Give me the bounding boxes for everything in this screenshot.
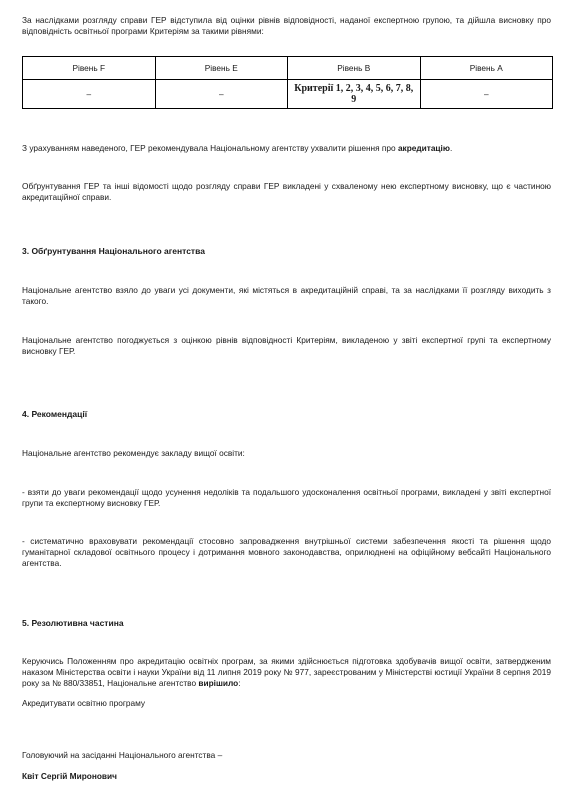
header-level-e: Рівень E (155, 57, 288, 80)
section-5-decided: вирішило (198, 678, 239, 688)
cell-level-b-criteria: Критерії 1, 2, 3, 4, 5, 6, 7, 8, 9 (288, 80, 421, 109)
recommendation-decision: акредитацію (397, 143, 450, 153)
intro-paragraph: За наслідками розгляду справи ГЕР відступила від оцінки рівнів відповідності, наданої експертною групою, та дійшла висновку про відповідність освітньої програми Критеріям за такими рівнями: (22, 15, 551, 36)
signature-role: Головуючий на засіданні Національного агентства – (22, 750, 223, 760)
header-level-a: Рівень A (420, 57, 553, 80)
recommendation-item-2: - систематично враховувати рекомендації стосовно запровадження внутрішньої системи забезпечення якості та рішення щодо гуманітарної складової освітнього процесу і дотримання мовного законодавства, оприлюднені на офіційному вебсайті Національного агентства. (22, 536, 551, 568)
section-3-paragraph-1: Національне агентство взяло до уваги усі документи, які містяться в акредитаційній справі, та за наслідками її розгляду виходить з такого. (22, 285, 551, 306)
section-5-text: Керуючись Положенням про акредитацію освітніх програм, за якими здійснюється підготовка здобувачів вищої освіти, затвердженим наказом Міністерства освіти і науки України від 11 липня 2019 року № 977, зареєстрованим у Міністерстві юстиції України 8 серпня 2019 року за № 880/33851, Національне агентство (22, 656, 551, 688)
section-5-paragraph (22, 656, 551, 689)
recommendation-paragraph (22, 143, 551, 154)
section-4-paragraph-1: Національне агентство рекомендує закладу вищої освіти: (22, 448, 245, 458)
section-5-colon: : (238, 678, 241, 688)
decision-text: Акредитувати освітню програму (22, 698, 146, 708)
section-3-heading: 3. Обґрунтування Національного агентства (22, 246, 205, 256)
cell-level-f: – (23, 80, 156, 109)
section-3-paragraph-2: Національне агентство погоджується з оцінкою рівнів відповідності Критеріям, викладеною у звіті експертної групі та експертному висновку ГЕР. (22, 335, 551, 356)
recommendation-item-1: - взяти до уваги рекомендації щодо усунення недоліків та подальшого удосконалення освітньої програми, викладені у звіті експертної групи та експертному висновку ГЕР. (22, 487, 551, 508)
cell-level-e: – (155, 80, 288, 109)
recommendation-end: . (449, 143, 453, 153)
recommendation-text: З урахуванням наведеного, ГЕР рекомендувала Національному агентству ухвалити рішення про (22, 143, 398, 153)
table-row (23, 80, 553, 109)
section-5-heading: 5. Резолютивна частина (22, 618, 124, 628)
table-header-row (23, 57, 553, 80)
signature-name: Квіт Сергій Миронович (22, 771, 117, 781)
header-level-f: Рівень F (23, 57, 156, 80)
levels-table (22, 56, 553, 109)
header-level-b: Рівень B (288, 57, 421, 80)
cell-level-a: – (420, 80, 553, 109)
section-4-heading: 4. Рекомендації (22, 409, 88, 419)
justification-note: Обґрунтування ГЕР та інші відомості щодо розгляду справи ГЕР викладені у схваленому нею експертному висновку, що є частиною акредитаційної справи. (22, 181, 551, 202)
